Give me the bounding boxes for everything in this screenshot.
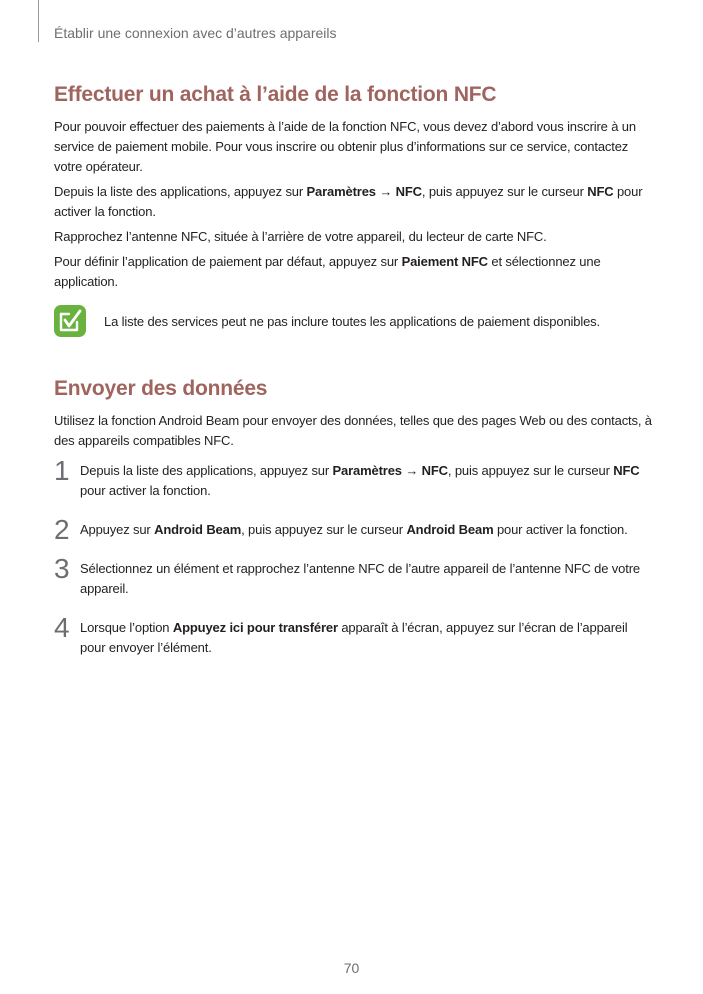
text-run: Depuis la liste des applications, appuyez sur [80,463,333,478]
ui-term: Android Beam [406,522,494,537]
step-text [80,618,652,658]
text-run: , puis appuyez sur le curseur [421,184,588,199]
steps-list [54,455,652,658]
note-box [54,304,652,338]
step-text: Sélectionnez un élément et rapprochez l’antenne NFC de l’autre appareil de l’antenne NFC de votre appareil. [80,561,640,596]
text-run: pour activer la fonction. [493,522,628,537]
page-header: Établir une connexion avec d’autres appareils [54,25,337,41]
note-text: La liste des services peut ne pas inclure toutes les applications de paiement disponibles. [104,314,600,329]
text-run: pour activer la fonction. [54,184,643,219]
step-number: 3 [54,553,70,584]
ui-term: NFC [613,463,640,478]
step-item [54,455,652,501]
text-run: Lorsque l’option [80,620,173,635]
step-number: 4 [54,612,70,643]
page-content [54,82,652,677]
text-run: Depuis la liste des applications, appuyez sur [54,184,307,199]
ui-term: NFC [587,184,614,199]
ui-term: Android Beam [154,522,242,537]
step-item [54,514,652,545]
ui-term: Appuyez ici pour transférer [172,620,338,635]
step-item [54,553,652,599]
step-number: 2 [54,514,70,545]
paragraph-activate-nfc [54,182,652,222]
text-run: pour activer la fonction. [80,483,211,498]
step-text [80,461,652,501]
step-number: 1 [54,455,70,486]
section-heading-send-data: Envoyer des données [54,377,268,400]
ui-term: Paramètres → NFC [306,184,422,199]
note-check-icon [54,305,86,337]
header-rule [38,0,39,42]
paragraph-android-beam-intro: Utilisez la fonction Android Beam pour envoyer des données, telles que des pages Web ou des contacts, à des appareils compatibles NFC. [54,413,652,448]
text-run: Pour définir l’application de paiement par défaut, appuyez sur [54,254,402,269]
step-text [80,520,652,540]
text-run: , puis appuyez sur le curseur [447,463,614,478]
paragraph-payment-registration: Pour pouvoir effectuer des paiements à l’aide de la fonction NFC, vous devez d’abord vous inscrire à un service de paiement mobile. Pour vous inscrire ou obtenir plus d’informations sur ce service, contactez votre opérateur. [54,119,636,174]
section-heading-nfc-purchase: Effectuer un achat à l’aide de la fonction NFC [54,83,497,106]
paragraph-antenna: Rapprochez l’antenne NFC, située à l’arrière de votre appareil, du lecteur de carte NFC. [54,229,547,244]
paragraph-default-payment [54,252,652,292]
text-run: , puis appuyez sur le curseur [241,522,407,537]
ui-term: Paramètres → NFC [332,463,448,478]
page-number: 70 [343,960,360,976]
step-item [54,612,652,658]
ui-term: Paiement NFC [401,254,488,269]
text-run: et sélectionnez une application. [54,254,601,289]
text-run: Appuyez sur [80,522,155,537]
text-run: apparaît à l’écran, appuyez sur l’écran de l’appareil pour envoyer l’élément. [80,620,628,655]
